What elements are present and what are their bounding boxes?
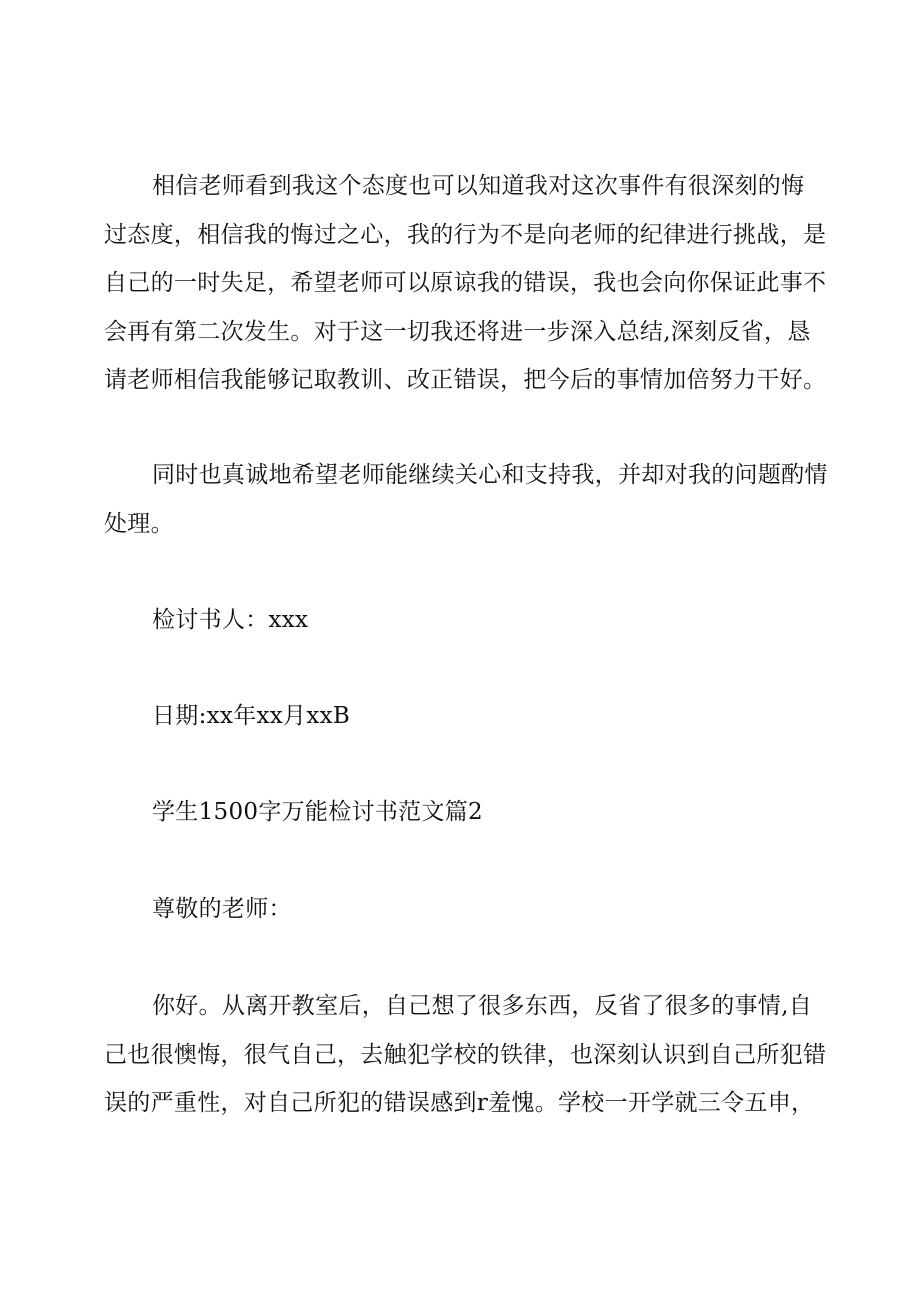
text-line: 己也很懊悔，很气自己，去触犯学校的铁律，也深刻认识到自己所犯错	[104, 1041, 827, 1068]
text-line: 相信老师看到我这个态度也可以知道我对这次事件有很深刻的悔	[152, 173, 805, 199]
section-heading: 学生1500字万能检讨书范文篇2	[152, 799, 483, 825]
text-line: 自己的一时失足，希望老师可以原谅我的错误，我也会向你保证此事不	[104, 270, 827, 296]
paragraph-request-support	[104, 451, 828, 548]
date-line	[104, 692, 824, 741]
text-line: 同时也真诚地希望老师能继续关心和支持我，并却对我的问题酌情	[152, 462, 828, 488]
date: 日期:xx年xx月xxB	[152, 703, 351, 729]
text-line: 误的严重性，对自己所犯的错误感到r羞愧。学校一开学就三令五申，	[104, 1090, 815, 1116]
text-line: 会再有第二次发生。对于这一切我还将进一步深入总结,深刻反省，恳	[104, 318, 811, 345]
signature: 检讨书人：xxx	[152, 607, 309, 633]
text-line: 处理。	[104, 510, 174, 537]
salutation: 尊敬的老师：	[152, 896, 292, 922]
signature-line	[104, 596, 824, 645]
section-title	[104, 788, 824, 837]
text-line: 请老师相信我能够记取教训、改正错误，把今后的事情加倍努力干好。	[104, 367, 827, 393]
paragraph-reflection	[104, 982, 827, 1128]
text-line: 过态度，相信我的悔过之心，我的行为不是向老师的纪律进行挑战，是	[104, 221, 827, 248]
salutation-line	[104, 885, 824, 934]
text-line: 你好。从离开教室后，自己想了很多东西，反省了很多的事情,自	[152, 993, 813, 1019]
paragraph-apology-attitude	[104, 162, 827, 405]
